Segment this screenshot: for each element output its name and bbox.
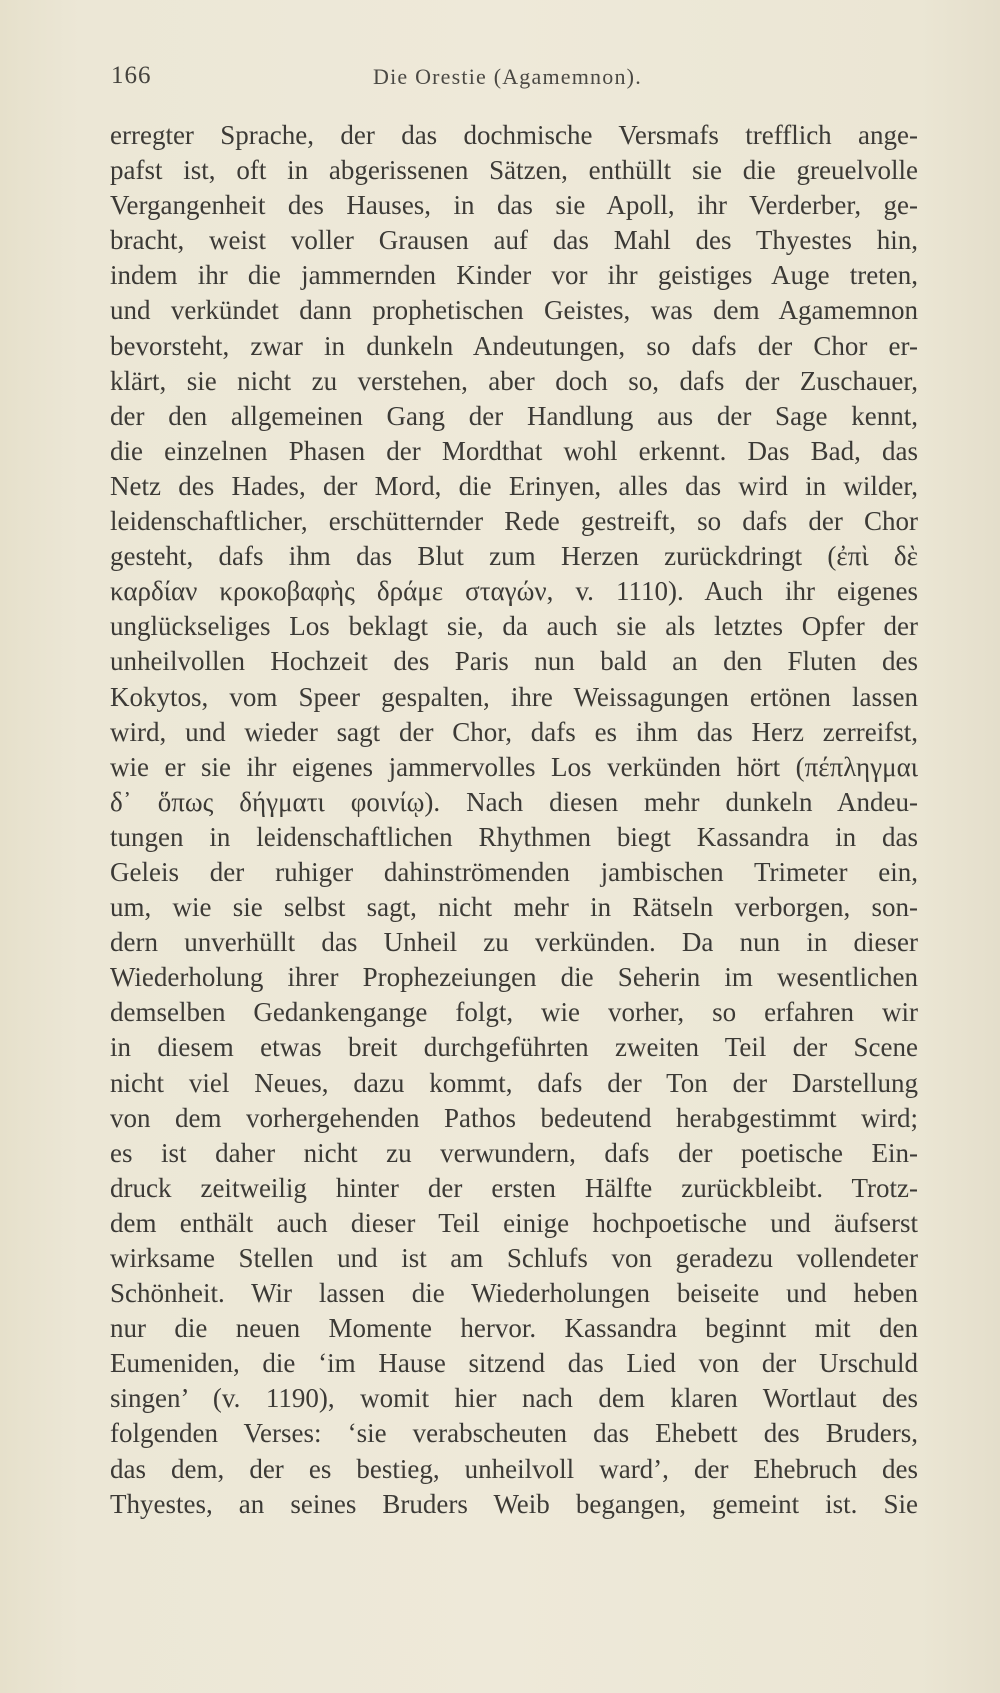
text-line: das dem, der es bestieg, unheilvoll ward’, der Ehebruch des [110, 1453, 918, 1484]
text-line: nicht viel Neues, dazu kommt, dafs der Ton der Darstellung [110, 1067, 918, 1098]
text-line: indem ihr die jammernden Kinder vor ihr geistiges Auge treten, [110, 260, 918, 291]
body-text [110, 118, 918, 1522]
text-line: unglückseliges Los beklagt sie, da auch sie als letztes Opfer der [110, 611, 918, 642]
text-line: Schönheit. Wir lassen die Wiederholungen beiseite und heben [110, 1278, 918, 1309]
text-line: bracht, weist voller Grausen auf das Mahl des Thyestes hin, [110, 225, 918, 256]
text-line: und verkündet dann prophetischen Geistes, was dem Agamemnon [110, 295, 918, 326]
text-line: demselben Gedankengange folgt, wie vorher, so erfahren wir [110, 997, 918, 1028]
text-line: pafst ist, oft in abgerissenen Sätzen, enthüllt sie die greuelvolle [110, 155, 918, 186]
text-line: gesteht, dafs ihm das Blut zum Herzen zurückdringt (ἐπὶ δὲ [110, 541, 918, 572]
text-line: Thyestes, an seines Bruders Weib begangen, gemeint ist. Sie [110, 1488, 918, 1519]
text-line: tungen in leidenschaftlichen Rhythmen biegt Kassandra in das [110, 821, 918, 852]
text-line: leidenschaftlicher, erschütternder Rede gestreift, so dafs der Chor [110, 506, 918, 537]
page-number: 166 [111, 62, 152, 89]
running-title: Die Orestie (Agamemnon). [373, 64, 642, 89]
text-line: Kokytos, vom Speer gespalten, ihre Weissagungen ertönen lassen [110, 681, 918, 712]
text-line: wirksame Stellen und ist am Schlufs von geradezu vollendeter [110, 1243, 918, 1273]
text-line: druck zeitweilig hinter der ersten Hälfte zurückbleibt. Trotz- [110, 1172, 918, 1203]
text-line: nur die neuen Momente hervor. Kassandra beginnt mit den [110, 1313, 918, 1344]
text-line: in diesem etwas breit durchgeführten zweiten Teil der Scene [110, 1032, 918, 1063]
text-line: von dem vorhergehenden Pathos bedeutend herabgestimmt wird; [110, 1102, 918, 1133]
text-line: καρδίαν κροκοβαφὴς δράμε σταγών, v. 1110). Auch ihr eigenes [110, 576, 918, 607]
text-line: es ist daher nicht zu verwundern, dafs der poetische Ein- [110, 1137, 918, 1168]
text-line: dem enthält auch dieser Teil einige hochpoetische und äufserst [110, 1207, 918, 1238]
text-line: unheilvollen Hochzeit des Paris nun bald an den Fluten des [110, 646, 918, 677]
text-line: Geleis der ruhiger dahinströmenden jambischen Trimeter ein, [110, 856, 918, 887]
text-line: dern unverhüllt das Unheil zu verkünden. Da nun in dieser [110, 927, 918, 958]
text-line: die einzelnen Phasen der Mordthat wohl erkennt. Das Bad, das [110, 435, 918, 466]
running-head [0, 62, 1000, 102]
text-line: bevorsteht, zwar in dunkeln Andeutungen, so dafs der Chor er- [110, 330, 918, 361]
text-line: klärt, sie nicht zu verstehen, aber doch so, dafs der Zuschauer, [110, 365, 918, 396]
text-line: wird, und wieder sagt der Chor, dafs es ihm das Herz zerreifst, [110, 716, 918, 747]
text-line: δ᾽ ὅπως δήγματι φοινίῳ). Nach diesen mehr dunkeln Andeu- [110, 786, 918, 817]
text-line: Vergangenheit des Hauses, in das sie Apoll, ihr Verderber, ge- [110, 190, 918, 221]
text-line: Netz des Hades, der Mord, die Erinyen, alles das wird in wilder, [110, 470, 918, 501]
text-line: wie er sie ihr eigenes jammervolles Los verkünden hört (πέπληγμαι [110, 751, 918, 782]
text-line: erregter Sprache, der das dochmische Versmafs trefflich ange- [110, 120, 918, 150]
text-line: der den allgemeinen Gang der Handlung aus der Sage kennt, [110, 400, 918, 431]
text-line: um, wie sie selbst sagt, nicht mehr in Rätseln verborgen, son- [110, 892, 918, 923]
text-line: Wiederholung ihrer Prophezeiungen die Seherin im wesentlichen [110, 962, 918, 993]
text-line: Eumeniden, die ‘im Hause sitzend das Lied von der Urschuld [110, 1348, 918, 1379]
text-line: folgenden Verses: ‘sie verabscheuten das Ehebett des Bruders, [110, 1418, 918, 1449]
text-line: singen’ (v. 1190), womit hier nach dem klaren Wortlaut des [110, 1383, 918, 1414]
